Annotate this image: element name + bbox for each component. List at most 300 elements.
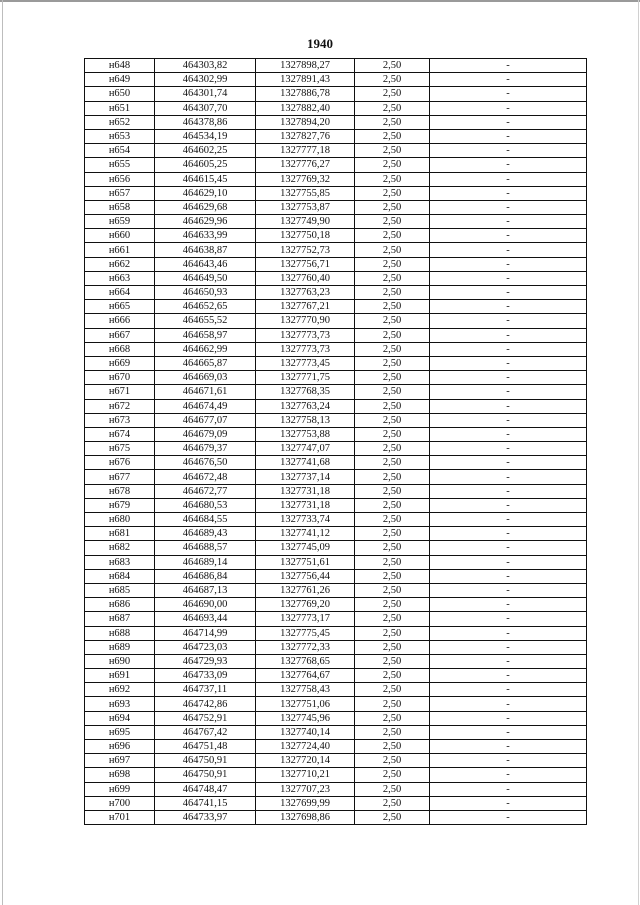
accuracy-cell: 2,50 <box>355 342 430 356</box>
point-id-cell: н681 <box>85 527 155 541</box>
table-row <box>85 697 587 711</box>
y-coordinate-cell: 1327758,13 <box>256 413 355 427</box>
point-id-cell: н650 <box>85 87 155 101</box>
y-coordinate-cell: 1327740,14 <box>256 725 355 739</box>
table-row <box>85 158 587 172</box>
note-cell: - <box>430 101 587 115</box>
table-row <box>85 583 587 597</box>
point-id-cell: н700 <box>85 796 155 810</box>
y-coordinate-cell: 1327776,27 <box>256 158 355 172</box>
note-cell: - <box>430 129 587 143</box>
scan-edge-top <box>0 0 640 2</box>
x-coordinate-cell: 464649,50 <box>155 271 256 285</box>
note-cell: - <box>430 328 587 342</box>
accuracy-cell: 2,50 <box>355 697 430 711</box>
y-coordinate-cell: 1327773,17 <box>256 612 355 626</box>
x-coordinate-cell: 464750,91 <box>155 768 256 782</box>
y-coordinate-cell: 1327747,07 <box>256 442 355 456</box>
note-cell: - <box>430 683 587 697</box>
x-coordinate-cell: 464689,14 <box>155 555 256 569</box>
note-cell: - <box>430 583 587 597</box>
x-coordinate-cell: 464679,09 <box>155 427 256 441</box>
note-cell: - <box>430 385 587 399</box>
y-coordinate-cell: 1327741,68 <box>256 456 355 470</box>
point-id-cell: н664 <box>85 286 155 300</box>
accuracy-cell: 2,50 <box>355 740 430 754</box>
accuracy-cell: 2,50 <box>355 385 430 399</box>
accuracy-cell: 2,50 <box>355 356 430 370</box>
accuracy-cell: 2,50 <box>355 498 430 512</box>
note-cell: - <box>430 654 587 668</box>
note-cell: - <box>430 371 587 385</box>
x-coordinate-cell: 464693,44 <box>155 612 256 626</box>
table-row <box>85 385 587 399</box>
x-coordinate-cell: 464733,97 <box>155 810 256 824</box>
note-cell: - <box>430 257 587 271</box>
note-cell: - <box>430 413 587 427</box>
point-id-cell: н672 <box>85 399 155 413</box>
note-cell: - <box>430 442 587 456</box>
x-coordinate-cell: 464665,87 <box>155 356 256 370</box>
table-row <box>85 243 587 257</box>
accuracy-cell: 2,50 <box>355 796 430 810</box>
point-id-cell: н685 <box>85 583 155 597</box>
point-id-cell: н671 <box>85 385 155 399</box>
table-row <box>85 810 587 824</box>
point-id-cell: н675 <box>85 442 155 456</box>
note-cell: - <box>430 725 587 739</box>
point-id-cell: н692 <box>85 683 155 697</box>
note-cell: - <box>430 754 587 768</box>
table-row <box>85 59 587 73</box>
point-id-cell: н697 <box>85 754 155 768</box>
y-coordinate-cell: 1327771,75 <box>256 371 355 385</box>
y-coordinate-cell: 1327770,90 <box>256 314 355 328</box>
note-cell: - <box>430 286 587 300</box>
point-id-cell: н701 <box>85 810 155 824</box>
note-cell: - <box>430 768 587 782</box>
x-coordinate-cell: 464662,99 <box>155 342 256 356</box>
y-coordinate-cell: 1327767,21 <box>256 300 355 314</box>
x-coordinate-cell: 464605,25 <box>155 158 256 172</box>
point-id-cell: н649 <box>85 73 155 87</box>
note-cell: - <box>430 796 587 810</box>
point-id-cell: н660 <box>85 229 155 243</box>
table-row <box>85 87 587 101</box>
y-coordinate-cell: 1327763,23 <box>256 286 355 300</box>
point-id-cell: н669 <box>85 356 155 370</box>
accuracy-cell: 2,50 <box>355 541 430 555</box>
table-row <box>85 654 587 668</box>
x-coordinate-cell: 464301,74 <box>155 87 256 101</box>
point-id-cell: н693 <box>85 697 155 711</box>
accuracy-cell: 2,50 <box>355 782 430 796</box>
x-coordinate-cell: 464679,37 <box>155 442 256 456</box>
point-id-cell: н670 <box>85 371 155 385</box>
note-cell: - <box>430 215 587 229</box>
accuracy-cell: 2,50 <box>355 144 430 158</box>
accuracy-cell: 2,50 <box>355 243 430 257</box>
accuracy-cell: 2,50 <box>355 654 430 668</box>
accuracy-cell: 2,50 <box>355 73 430 87</box>
table-row <box>85 754 587 768</box>
point-id-cell: н687 <box>85 612 155 626</box>
table-row <box>85 314 587 328</box>
table-row <box>85 626 587 640</box>
x-coordinate-cell: 464643,46 <box>155 257 256 271</box>
x-coordinate-cell: 464750,91 <box>155 754 256 768</box>
note-cell: - <box>430 73 587 87</box>
y-coordinate-cell: 1327751,61 <box>256 555 355 569</box>
x-coordinate-cell: 464680,53 <box>155 498 256 512</box>
y-coordinate-cell: 1327764,67 <box>256 669 355 683</box>
accuracy-cell: 2,50 <box>355 598 430 612</box>
accuracy-cell: 2,50 <box>355 328 430 342</box>
point-id-cell: н665 <box>85 300 155 314</box>
y-coordinate-cell: 1327756,44 <box>256 569 355 583</box>
accuracy-cell: 2,50 <box>355 101 430 115</box>
accuracy-cell: 2,50 <box>355 399 430 413</box>
table-row <box>85 725 587 739</box>
accuracy-cell: 2,50 <box>355 442 430 456</box>
y-coordinate-cell: 1327769,20 <box>256 598 355 612</box>
y-coordinate-cell: 1327749,90 <box>256 215 355 229</box>
x-coordinate-cell: 464690,00 <box>155 598 256 612</box>
table-row <box>85 541 587 555</box>
y-coordinate-cell: 1327775,45 <box>256 626 355 640</box>
y-coordinate-cell: 1327737,14 <box>256 470 355 484</box>
note-cell: - <box>430 399 587 413</box>
table-row <box>85 286 587 300</box>
note-cell: - <box>430 470 587 484</box>
x-coordinate-cell: 464378,86 <box>155 115 256 129</box>
accuracy-cell: 2,50 <box>355 626 430 640</box>
x-coordinate-cell: 464303,82 <box>155 59 256 73</box>
note-cell: - <box>430 172 587 186</box>
accuracy-cell: 2,50 <box>355 87 430 101</box>
coordinates-table <box>84 58 587 825</box>
accuracy-cell: 2,50 <box>355 115 430 129</box>
point-id-cell: н666 <box>85 314 155 328</box>
x-coordinate-cell: 464767,42 <box>155 725 256 739</box>
point-id-cell: н652 <box>85 115 155 129</box>
accuracy-cell: 2,50 <box>355 314 430 328</box>
point-id-cell: н679 <box>85 498 155 512</box>
y-coordinate-cell: 1327753,87 <box>256 200 355 214</box>
accuracy-cell: 2,50 <box>355 456 430 470</box>
table-row <box>85 271 587 285</box>
point-id-cell: н677 <box>85 470 155 484</box>
table-row <box>85 683 587 697</box>
table-row <box>85 470 587 484</box>
y-coordinate-cell: 1327758,43 <box>256 683 355 697</box>
point-id-cell: н691 <box>85 669 155 683</box>
point-id-cell: н667 <box>85 328 155 342</box>
note-cell: - <box>430 427 587 441</box>
y-coordinate-cell: 1327886,78 <box>256 87 355 101</box>
accuracy-cell: 2,50 <box>355 810 430 824</box>
y-coordinate-cell: 1327882,40 <box>256 101 355 115</box>
note-cell: - <box>430 243 587 257</box>
x-coordinate-cell: 464629,68 <box>155 200 256 214</box>
accuracy-cell: 2,50 <box>355 612 430 626</box>
table-row <box>85 456 587 470</box>
accuracy-cell: 2,50 <box>355 158 430 172</box>
accuracy-cell: 2,50 <box>355 257 430 271</box>
note-cell: - <box>430 342 587 356</box>
scan-edge-left <box>2 0 3 905</box>
x-coordinate-cell: 464748,47 <box>155 782 256 796</box>
point-id-cell: н662 <box>85 257 155 271</box>
y-coordinate-cell: 1327731,18 <box>256 498 355 512</box>
y-coordinate-cell: 1327756,71 <box>256 257 355 271</box>
note-cell: - <box>430 144 587 158</box>
table-row <box>85 796 587 810</box>
accuracy-cell: 2,50 <box>355 129 430 143</box>
x-coordinate-cell: 464629,96 <box>155 215 256 229</box>
note-cell: - <box>430 612 587 626</box>
accuracy-cell: 2,50 <box>355 768 430 782</box>
table-row <box>85 215 587 229</box>
table-row <box>85 527 587 541</box>
point-id-cell: н696 <box>85 740 155 754</box>
x-coordinate-cell: 464629,10 <box>155 186 256 200</box>
table-row <box>85 711 587 725</box>
y-coordinate-cell: 1327745,09 <box>256 541 355 555</box>
x-coordinate-cell: 464686,84 <box>155 569 256 583</box>
accuracy-cell: 2,50 <box>355 59 430 73</box>
note-cell: - <box>430 498 587 512</box>
note-cell: - <box>430 200 587 214</box>
y-coordinate-cell: 1327698,86 <box>256 810 355 824</box>
note-cell: - <box>430 527 587 541</box>
point-id-cell: н655 <box>85 158 155 172</box>
table-row <box>85 640 587 654</box>
point-id-cell: н682 <box>85 541 155 555</box>
note-cell: - <box>430 513 587 527</box>
point-id-cell: н648 <box>85 59 155 73</box>
table-row <box>85 413 587 427</box>
point-id-cell: н661 <box>85 243 155 257</box>
accuracy-cell: 2,50 <box>355 683 430 697</box>
note-cell: - <box>430 186 587 200</box>
x-coordinate-cell: 464307,70 <box>155 101 256 115</box>
point-id-cell: н676 <box>85 456 155 470</box>
note-cell: - <box>430 711 587 725</box>
x-coordinate-cell: 464729,93 <box>155 654 256 668</box>
table-row <box>85 768 587 782</box>
accuracy-cell: 2,50 <box>355 640 430 654</box>
point-id-cell: н688 <box>85 626 155 640</box>
y-coordinate-cell: 1327751,06 <box>256 697 355 711</box>
x-coordinate-cell: 464741,15 <box>155 796 256 810</box>
note-cell: - <box>430 456 587 470</box>
x-coordinate-cell: 464684,55 <box>155 513 256 527</box>
table-row <box>85 498 587 512</box>
y-coordinate-cell: 1327741,12 <box>256 527 355 541</box>
x-coordinate-cell: 464602,25 <box>155 144 256 158</box>
table-row <box>85 399 587 413</box>
table-row <box>85 598 587 612</box>
note-cell: - <box>430 229 587 243</box>
y-coordinate-cell: 1327761,26 <box>256 583 355 597</box>
note-cell: - <box>430 484 587 498</box>
point-id-cell: н699 <box>85 782 155 796</box>
x-coordinate-cell: 464671,61 <box>155 385 256 399</box>
table-row <box>85 172 587 186</box>
note-cell: - <box>430 697 587 711</box>
x-coordinate-cell: 464652,65 <box>155 300 256 314</box>
x-coordinate-cell: 464688,57 <box>155 541 256 555</box>
table-row <box>85 129 587 143</box>
note-cell: - <box>430 356 587 370</box>
table-row <box>85 484 587 498</box>
point-id-cell: н654 <box>85 144 155 158</box>
table-row <box>85 115 587 129</box>
table-row <box>85 229 587 243</box>
table-row <box>85 186 587 200</box>
y-coordinate-cell: 1327710,21 <box>256 768 355 782</box>
accuracy-cell: 2,50 <box>355 669 430 683</box>
x-coordinate-cell: 464687,13 <box>155 583 256 597</box>
point-id-cell: н656 <box>85 172 155 186</box>
note-cell: - <box>430 87 587 101</box>
y-coordinate-cell: 1327707,23 <box>256 782 355 796</box>
note-cell: - <box>430 300 587 314</box>
accuracy-cell: 2,50 <box>355 569 430 583</box>
point-id-cell: н689 <box>85 640 155 654</box>
y-coordinate-cell: 1327760,40 <box>256 271 355 285</box>
page-number: 1940 <box>307 36 333 51</box>
note-cell: - <box>430 640 587 654</box>
note-cell: - <box>430 740 587 754</box>
accuracy-cell: 2,50 <box>355 484 430 498</box>
y-coordinate-cell: 1327753,88 <box>256 427 355 441</box>
note-cell: - <box>430 314 587 328</box>
table-row <box>85 612 587 626</box>
point-id-cell: н683 <box>85 555 155 569</box>
accuracy-cell: 2,50 <box>355 754 430 768</box>
note-cell: - <box>430 59 587 73</box>
accuracy-cell: 2,50 <box>355 200 430 214</box>
note-cell: - <box>430 271 587 285</box>
y-coordinate-cell: 1327699,99 <box>256 796 355 810</box>
accuracy-cell: 2,50 <box>355 725 430 739</box>
table-row <box>85 782 587 796</box>
scan-edge-right <box>638 0 639 905</box>
table-row <box>85 257 587 271</box>
x-coordinate-cell: 464633,99 <box>155 229 256 243</box>
table-row <box>85 101 587 115</box>
x-coordinate-cell: 464658,97 <box>155 328 256 342</box>
table-row <box>85 427 587 441</box>
point-id-cell: н684 <box>85 569 155 583</box>
accuracy-cell: 2,50 <box>355 271 430 285</box>
point-id-cell: н686 <box>85 598 155 612</box>
table-row <box>85 555 587 569</box>
x-coordinate-cell: 464655,52 <box>155 314 256 328</box>
table-row <box>85 73 587 87</box>
y-coordinate-cell: 1327733,74 <box>256 513 355 527</box>
y-coordinate-cell: 1327731,18 <box>256 484 355 498</box>
accuracy-cell: 2,50 <box>355 186 430 200</box>
table-row <box>85 342 587 356</box>
point-id-cell: н659 <box>85 215 155 229</box>
point-id-cell: н678 <box>85 484 155 498</box>
y-coordinate-cell: 1327724,40 <box>256 740 355 754</box>
y-coordinate-cell: 1327769,32 <box>256 172 355 186</box>
accuracy-cell: 2,50 <box>355 229 430 243</box>
point-id-cell: н695 <box>85 725 155 739</box>
accuracy-cell: 2,50 <box>355 513 430 527</box>
table-row <box>85 356 587 370</box>
point-id-cell: н674 <box>85 427 155 441</box>
x-coordinate-cell: 464677,07 <box>155 413 256 427</box>
y-coordinate-cell: 1327898,27 <box>256 59 355 73</box>
point-id-cell: н657 <box>85 186 155 200</box>
table-row <box>85 371 587 385</box>
x-coordinate-cell: 464751,48 <box>155 740 256 754</box>
note-cell: - <box>430 541 587 555</box>
note-cell: - <box>430 555 587 569</box>
accuracy-cell: 2,50 <box>355 583 430 597</box>
y-coordinate-cell: 1327768,35 <box>256 385 355 399</box>
x-coordinate-cell: 464672,48 <box>155 470 256 484</box>
note-cell: - <box>430 158 587 172</box>
y-coordinate-cell: 1327752,73 <box>256 243 355 257</box>
x-coordinate-cell: 464723,03 <box>155 640 256 654</box>
y-coordinate-cell: 1327827,76 <box>256 129 355 143</box>
y-coordinate-cell: 1327773,73 <box>256 328 355 342</box>
x-coordinate-cell: 464689,43 <box>155 527 256 541</box>
table-row <box>85 669 587 683</box>
x-coordinate-cell: 464733,09 <box>155 669 256 683</box>
y-coordinate-cell: 1327891,43 <box>256 73 355 87</box>
x-coordinate-cell: 464714,99 <box>155 626 256 640</box>
accuracy-cell: 2,50 <box>355 215 430 229</box>
accuracy-cell: 2,50 <box>355 711 430 725</box>
point-id-cell: н663 <box>85 271 155 285</box>
table-row <box>85 740 587 754</box>
x-coordinate-cell: 464672,77 <box>155 484 256 498</box>
note-cell: - <box>430 669 587 683</box>
note-cell: - <box>430 569 587 583</box>
point-id-cell: н668 <box>85 342 155 356</box>
y-coordinate-cell: 1327777,18 <box>256 144 355 158</box>
x-coordinate-cell: 464737,11 <box>155 683 256 697</box>
table-row <box>85 144 587 158</box>
y-coordinate-cell: 1327720,14 <box>256 754 355 768</box>
accuracy-cell: 2,50 <box>355 555 430 569</box>
table-row <box>85 442 587 456</box>
note-cell: - <box>430 598 587 612</box>
y-coordinate-cell: 1327773,73 <box>256 342 355 356</box>
x-coordinate-cell: 464676,50 <box>155 456 256 470</box>
note-cell: - <box>430 626 587 640</box>
x-coordinate-cell: 464742,86 <box>155 697 256 711</box>
point-id-cell: н698 <box>85 768 155 782</box>
point-id-cell: н653 <box>85 129 155 143</box>
point-id-cell: н694 <box>85 711 155 725</box>
note-cell: - <box>430 810 587 824</box>
accuracy-cell: 2,50 <box>355 413 430 427</box>
table-row <box>85 569 587 583</box>
y-coordinate-cell: 1327772,33 <box>256 640 355 654</box>
accuracy-cell: 2,50 <box>355 470 430 484</box>
note-cell: - <box>430 115 587 129</box>
x-coordinate-cell: 464638,87 <box>155 243 256 257</box>
accuracy-cell: 2,50 <box>355 286 430 300</box>
